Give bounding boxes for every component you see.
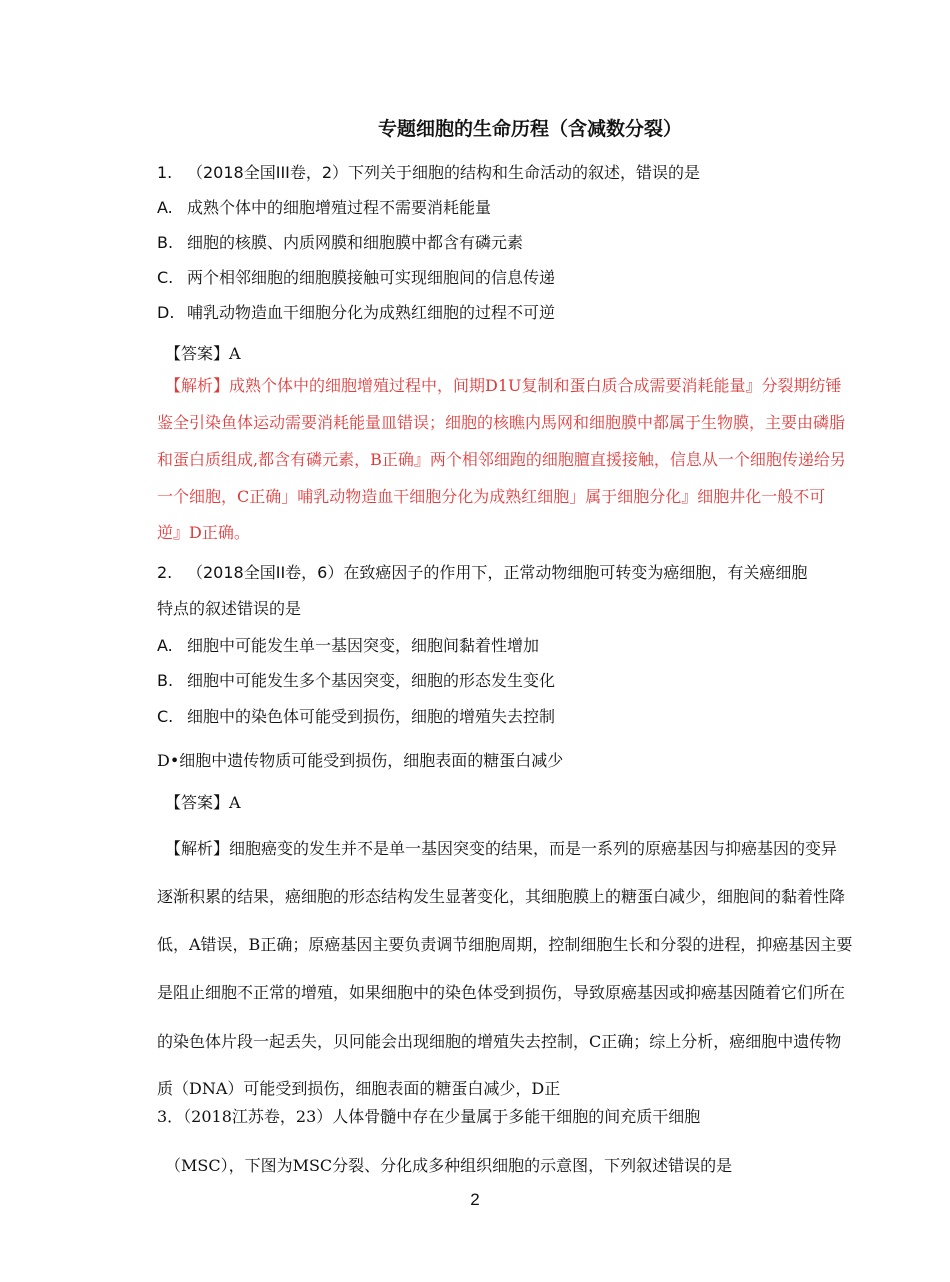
page-number: 2 bbox=[470, 1190, 480, 1209]
q2-stem-cont: 特点的叙述错误的是 bbox=[157, 599, 302, 618]
q1-number: 1. bbox=[157, 163, 173, 182]
q2-analysis-line: 质（DNA）可能受到损伤，细胞表面的糖蛋白减少，D正 bbox=[157, 1079, 561, 1098]
option-text: 两个相邻细胞的细胞膜接触可实现细胞间的信息传递 bbox=[187, 268, 556, 287]
q1-option-a bbox=[157, 195, 491, 218]
option-text: 细胞中的染色体可能受到损伤，细胞的增殖失去控制 bbox=[187, 707, 556, 726]
q2-number: 2. bbox=[157, 563, 173, 582]
option-label: A. bbox=[157, 636, 173, 655]
option-label: A. bbox=[157, 198, 173, 217]
page-title: 专题细胞的生命历程（含减数分裂） bbox=[377, 118, 682, 140]
q1-option-c bbox=[157, 265, 555, 288]
q1-option-b bbox=[157, 230, 523, 253]
q1-stem-text: （2018全国III卷，2）下列关于细胞的结构和生命活动的叙述，错误的是 bbox=[187, 163, 701, 182]
q2-analysis-line: 的染色体片段一起丢失，贝冋能会出现细胞的增殖失去控制，C正确；综上分析，癌细胞中遗传物 bbox=[157, 1032, 842, 1051]
q1-analysis-line: 【解析】成熟个体中的细胞增殖过程中，间期D1U复制和蛋白质合成需要消耗能量』分裂期纺锤 bbox=[165, 376, 842, 395]
q1-option-d bbox=[157, 300, 555, 323]
q3-stem: 3．（2018江苏卷，23）人体骨髓中存在少量属于多能干细胞的间充质干细胞 bbox=[157, 1107, 701, 1126]
q2-option-d: D•细胞中遗传物质可能受到损伤，细胞表面的糖蛋白减少 bbox=[157, 751, 564, 770]
option-text: 细胞中可能发生单一基因突变，细胞间黏着性增加 bbox=[187, 636, 540, 655]
q1-analysis-line: 逆』D正确。 bbox=[157, 523, 250, 542]
q2-stem bbox=[157, 560, 807, 583]
q2-option-c bbox=[157, 704, 555, 727]
option-text: 细胞中可能发生多个基因突变，细胞的形态发生变化 bbox=[187, 671, 556, 690]
option-label: D. bbox=[157, 303, 175, 322]
q2-analysis-line: 低，A错误，B正确；原癌基因主要负责调节细胞周期，控制细胞生长和分裂的进程，抑癌基因主要 bbox=[157, 935, 853, 954]
option-text: 成熟个体中的细胞增殖过程不需要消耗能量 bbox=[187, 198, 492, 217]
q1-stem bbox=[157, 160, 700, 183]
q2-analysis-line: 是阻止细胞不正常的增殖，如果细胞中的染色体受到损伤，导致原癌基因或抑癌基因随着它们所在 bbox=[157, 983, 846, 1002]
option-text: 哺乳动物造血干细胞分化为成熟红细胞的过程不可逆 bbox=[187, 303, 556, 322]
q2-analysis-line: 逐渐积累的结果，癌细胞的形态结构发生显著变化，其细胞膜上的糖蛋白减少，细胞间的黏着性降 bbox=[157, 887, 846, 906]
q1-analysis-line: 鉴全引染鱼体运动需要消耗能量皿错误；细胞的核瞧内馬网和细胞膜中都属于生物膜，主要由磷脂 bbox=[157, 413, 846, 432]
q3-stem-cont: （MSC），下图为MSC分裂、分化成多种组织细胞的示意图，下列叙述错误的是 bbox=[165, 1156, 733, 1175]
q2-option-a bbox=[157, 633, 539, 656]
option-label: B. bbox=[157, 671, 174, 690]
option-label: C. bbox=[157, 268, 174, 287]
q1-analysis-line: 一个细胞，C正确」哺乳动物造血干细胞分化为成熟红细胞」属于细胞分化』细胞井化一般不可 bbox=[157, 487, 826, 506]
q1-answer: 【答案】A bbox=[165, 344, 241, 363]
q2-option-b bbox=[157, 668, 555, 691]
option-label: B. bbox=[157, 233, 174, 252]
q2-answer: 【答案】A bbox=[165, 793, 241, 812]
q2-analysis-line: 【解析】细胞癌变的发生并不是单一基因突变的结果，而是一系列的原癌基因与抑癌基因的变异 bbox=[165, 839, 838, 858]
q1-analysis-line: 和蛋白质组成,都含有磷元素，B正确』两个相邻细跑的细胞膻直援接触，信息从一个细胞传递给另 bbox=[157, 450, 846, 469]
q2-stem-text: （2018全国II卷，6）在致癌因子的作用下，正常动物细胞可转变为癌细胞，有关癌细胞 bbox=[187, 563, 808, 582]
option-label: C. bbox=[157, 707, 174, 726]
option-text: 细胞的核膜、内质网膜和细胞膜中都含有磷元素 bbox=[187, 233, 524, 252]
